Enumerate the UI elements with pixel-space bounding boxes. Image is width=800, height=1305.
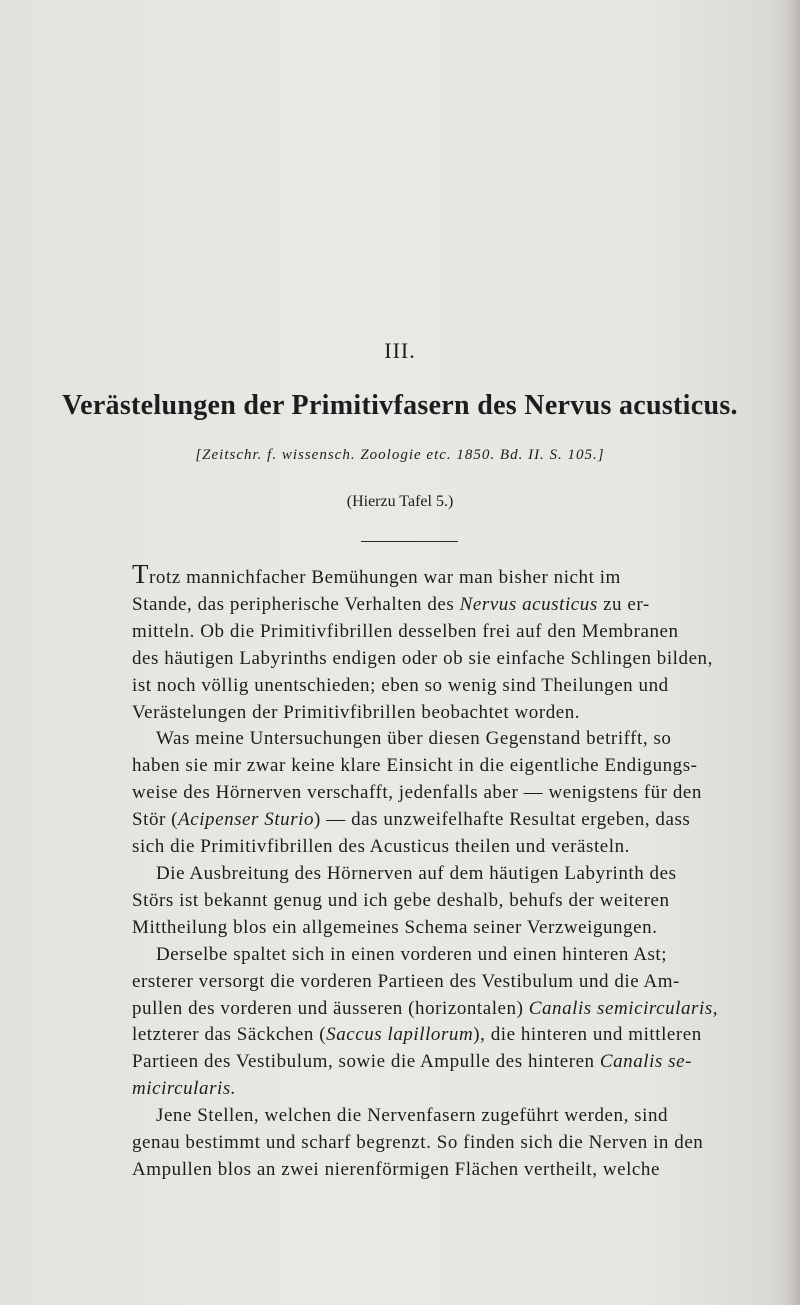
text-line: mitteln. Ob die Primitivfibrillen desselben frei auf den Membranen (132, 620, 679, 642)
text-line: ersterer versorgt die vorderen Partieen des Vestibulum und die Am- (132, 970, 680, 992)
text-line: Störs ist bekannt genug und ich gebe deshalb, behufs der weiteren (132, 889, 670, 911)
text-line: Verästelungen der Primitivfibrillen beobachtet worden. (132, 701, 581, 723)
text-line: sich die Primitivfibrillen des Acusticus theilen und verästeln. (132, 836, 630, 858)
text-line: des häutigen Labyrinths endigen oder ob sie einfache Schlingen bilden, (132, 647, 713, 669)
text-line: Partieen des Vestibulum, sowie die Ampulle des hinteren Canalis se- (132, 1051, 692, 1073)
text-line: Jene Stellen, welchen die Nervenfasern zugeführt werden, sind (156, 1105, 669, 1127)
text-line: Die Ausbreitung des Hörnerven auf dem häutigen Labyrinth des (156, 862, 677, 884)
text-line: micircularis. (132, 1078, 237, 1100)
body-text (132, 561, 762, 1184)
text-line: weise des Hörnerven verschafft, jedenfalls aber — wenigstens für den (132, 782, 702, 804)
text-line: Stande, das peripherische Verhalten des Nervus acusticus zu er- (132, 593, 650, 615)
text-line: Derselbe spaltet sich in einen vorderen und einen hinteren Ast; (156, 943, 668, 965)
chapter-title: Verästelungen der Primitivfasern des Nervus acusticus. (62, 390, 738, 421)
citation: [Zeitschr. f. wissensch. Zoologie etc. 1850. Bd. II. S. 105.] (195, 447, 605, 463)
divider-rule (361, 541, 458, 542)
text-line: Stör (Acipenser Sturio) — das unzweifelhafte Resultat ergeben, dass (132, 809, 691, 831)
text-line: Trotz mannichfacher Bemühungen war man bisher nicht im (132, 559, 621, 589)
text-line: ist noch völlig unentschieden; eben so wenig sind Theilungen und (132, 674, 669, 696)
text-line: Mittheilung blos ein allgemeines Schema seiner Verzweigungen. (132, 916, 658, 938)
text-line: letzterer das Säckchen (Saccus lapillorum), die hinteren und mittleren (132, 1024, 702, 1046)
text-line: pullen des vorderen und äusseren (horizontalen) Canalis semicircularis, (132, 997, 719, 1019)
text-line: Ampullen blos an zwei nierenförmigen Flächen vertheilt, welche (132, 1158, 660, 1180)
page-edge-shadow (788, 0, 800, 1305)
text-line: haben sie mir zwar keine klare Einsicht in die eigentliche Endigungs- (132, 755, 698, 777)
chapter-number: III. (384, 338, 416, 363)
plate-note: (Hierzu Tafel 5.) (346, 493, 454, 510)
text-line: genau bestimmt und scharf begrenzt. So finden sich die Nerven in den (132, 1132, 704, 1154)
text-line: Was meine Untersuchungen über diesen Gegenstand betrifft, so (156, 728, 672, 750)
initial-letter: T (132, 559, 150, 589)
